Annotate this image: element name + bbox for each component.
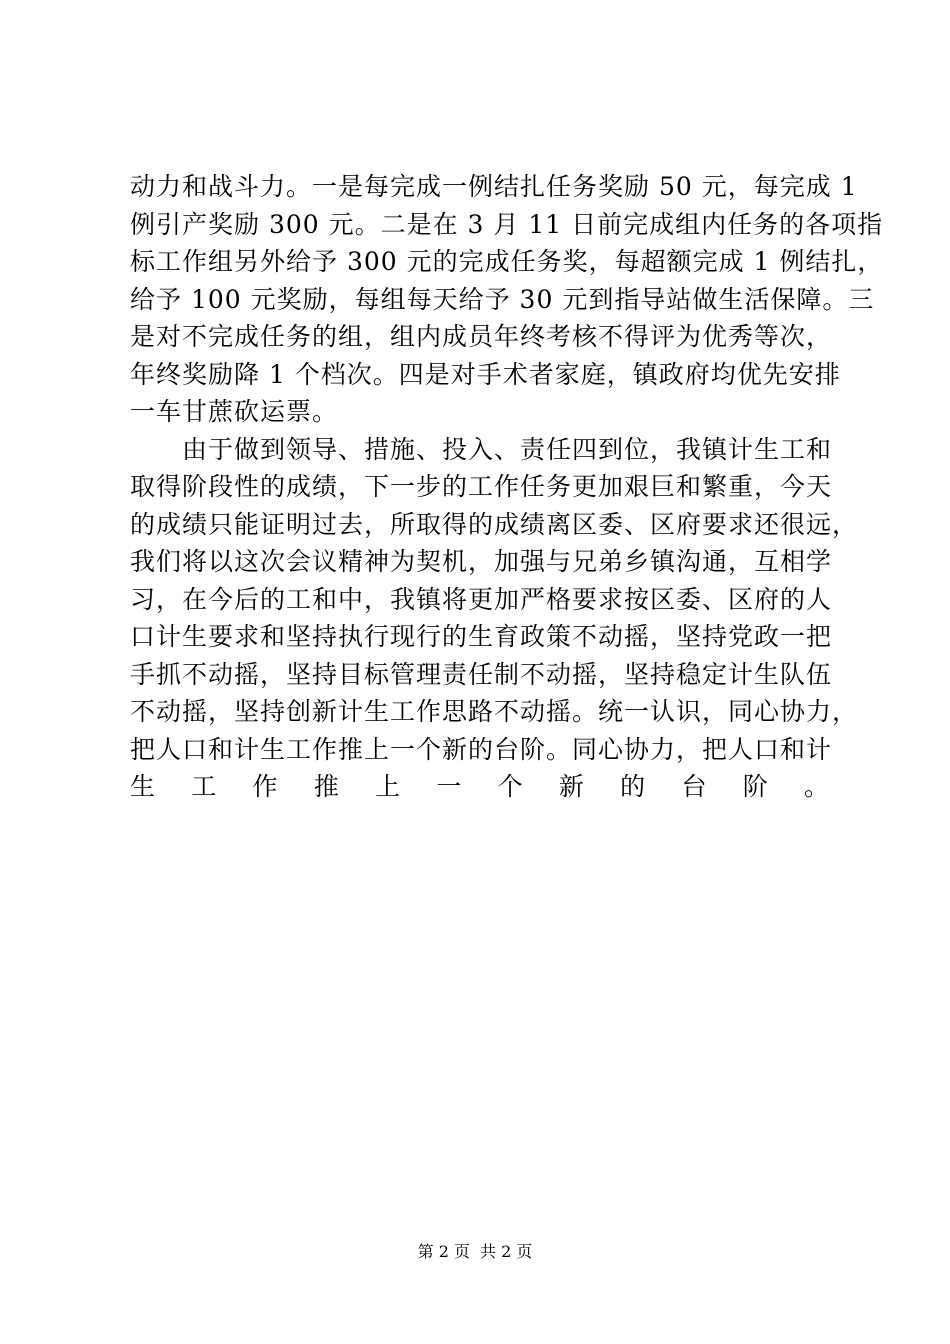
text-line: 由于做到领导、措施、投入、责任四到位，我镇计生工和	[182, 434, 833, 464]
text-line: 把人口和计生工作推上一个新的台阶。同心协力，把人口和计	[130, 734, 833, 764]
text-line: 手抓不动摇，坚持目标管理责任制不动摇，坚持稳定计生队伍	[130, 659, 833, 689]
page-footer	[0, 1240, 950, 1264]
text-line: 的成绩只能证明过去，所取得的成绩离区委、区府要求还很远，	[130, 509, 859, 539]
page-number: 第 2 页	[417, 1242, 470, 1261]
paragraph-2	[130, 431, 859, 844]
page-total: 共 2 页	[480, 1242, 533, 1261]
text-line: 习，在今后的工和中，我镇将更加严格要求按区委、区府的人	[130, 584, 833, 614]
text-line: 一车甘蔗砍运票。	[130, 397, 339, 426]
text-line: 给予 100 元奖励，每组每天给予 30 元到指导站做生活保障。三	[130, 284, 875, 314]
document-body	[130, 168, 884, 843]
text-line: 不动摇，坚持创新计生工作思路不动摇。统一认识，同心协力，	[130, 697, 859, 726]
text-line: 取得阶段性的成绩，下一步的工作任务更加艰巨和繁重，今天	[130, 472, 833, 501]
text-line: 动力和战斗力。一是每完成一例结扎任务奖励 50 元，每完成 1	[130, 172, 858, 201]
text-line: 是对不完成任务的组，组内成员年终考核不得评为优秀等次，	[130, 322, 833, 351]
text-line: 口计生要求和坚持执行现行的生育政策不动摇，坚持党政一把	[130, 622, 833, 651]
text-line: 标工作组另外给予 300 元的完成任务奖，每超额完成 1 例结扎，	[130, 247, 884, 276]
paragraph-1	[130, 168, 884, 431]
text-line: 年终奖励降 1 个档次。四是对手术者家庭，镇政府均优先安排	[130, 359, 841, 389]
text-line: 例引产奖励 300 元。二是在 3 月 11 日前完成组内任务的各项指	[130, 209, 884, 239]
text-line	[130, 806, 830, 844]
text-line: 我们将以这次会议精神为契机，加强与兄弟乡镇沟通，互相学	[130, 547, 833, 576]
text-line: 生工作推上一个新的台阶。	[130, 772, 830, 801]
